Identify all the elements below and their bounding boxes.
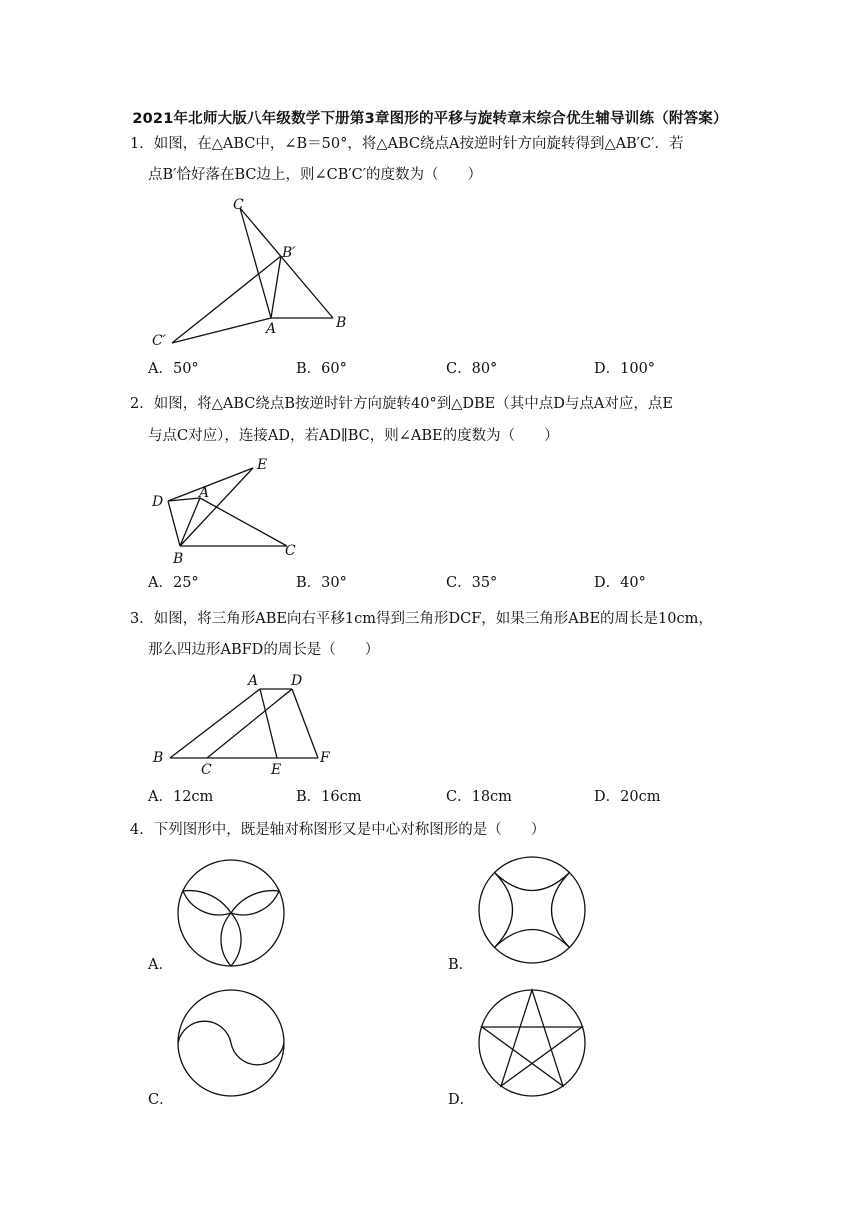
q3-label-d: D <box>291 673 303 689</box>
q4-text-line1: 4．下列图形中，既是轴对称图形又是中心对称图形的是（ ） <box>130 822 546 838</box>
q3-label-e: E <box>271 762 282 778</box>
q1-segment-ca <box>240 208 271 318</box>
q2-segment-db <box>168 501 180 546</box>
q2-segment-de <box>168 468 253 501</box>
q1-option-b: B．60° <box>296 361 347 377</box>
q3-option-c: C．18cm <box>446 789 512 805</box>
q2-label-b: B <box>173 551 184 567</box>
q3-label-a: A <box>248 673 259 689</box>
q1-text-line1: 1．如图，在△ABC中，∠B＝50°，将△ABC绕点A按逆时针方向旋转得到△AB′C′．若 <box>130 136 684 152</box>
q3-label-c: C <box>201 762 212 778</box>
q4-option-a: A． <box>148 957 173 973</box>
document-title: 2021年北师大版八年级数学下册第3章图形的平移与旋转章末综合优生辅导训练（附答案） <box>132 111 728 127</box>
q1-label-c: C <box>233 197 244 213</box>
q3-segment-ae <box>260 689 277 758</box>
q3-segment-dc <box>207 689 292 758</box>
q1-segment-abp <box>271 256 281 318</box>
q4a-lower-petal <box>221 913 241 966</box>
q2-segment-ac <box>200 498 287 546</box>
q1-label-cp: C′ <box>152 333 166 349</box>
q3-label-b: B <box>153 750 164 766</box>
q4-figure-b <box>475 853 589 967</box>
q4-option-c: C． <box>148 1092 174 1108</box>
q4-option-d: D． <box>448 1092 475 1108</box>
q2-label-a: A <box>199 485 210 501</box>
q1-label-bp: B′ <box>282 245 296 261</box>
q2-label-c: C <box>285 543 296 559</box>
q4-figure-a <box>175 857 287 969</box>
q1-text-line2: 点B′恰好落在BC边上，则∠CB′C′的度数为（ ） <box>148 167 483 183</box>
q2-figure <box>145 453 315 568</box>
q1-segment-cb <box>240 208 333 318</box>
q4a-top-arc <box>183 891 279 915</box>
q1-label-a: A <box>266 321 277 337</box>
q3-figure <box>145 670 345 780</box>
q2-label-d: D <box>152 494 164 510</box>
q4c-s-curve <box>178 1021 284 1065</box>
q2-option-c: C．35° <box>446 575 498 591</box>
q3-option-a: A．12cm <box>148 789 214 805</box>
q2-option-a: A．25° <box>148 575 199 591</box>
q4-option-b: B． <box>448 957 474 973</box>
q4d-star <box>482 990 582 1086</box>
q3-text-line1: 3．如图，将三角形ABE向右平移1cm得到三角形DCF，如果三角形ABE的周长是10cm， <box>130 611 713 627</box>
q4-figure-d <box>476 987 588 1099</box>
q1-segment-bpcp <box>172 256 281 343</box>
q2-segment-ba <box>180 498 200 546</box>
q2-text-line2: 与点C对应），连接AD，若AD∥BC，则∠ABE的度数为（ ） <box>148 428 559 444</box>
q3-segment-ab <box>170 689 260 758</box>
q3-text-line2: 那么四边形ABFD的周长是（ ） <box>148 642 380 658</box>
q2-option-d: D．40° <box>594 575 646 591</box>
q2-label-e: E <box>257 457 268 473</box>
q2-text-line1: 2．如图，将△ABC绕点B按逆时针方向旋转40°到△DBE（其中点D与点A对应，点E <box>130 396 673 412</box>
q3-label-f: F <box>320 750 330 766</box>
q1-option-d: D．100° <box>594 361 656 377</box>
q1-label-b: B <box>336 315 347 331</box>
q3-option-d: D．20cm <box>594 789 661 805</box>
q4a-upper-petals <box>183 891 279 913</box>
q2-option-b: B．30° <box>296 575 347 591</box>
q1-figure <box>140 193 380 353</box>
q1-option-a: A．50° <box>148 361 199 377</box>
q4-figure-c <box>175 987 287 1099</box>
q1-option-c: C．80° <box>446 361 498 377</box>
q3-option-b: B．16cm <box>296 789 362 805</box>
q3-segment-df <box>292 689 318 758</box>
